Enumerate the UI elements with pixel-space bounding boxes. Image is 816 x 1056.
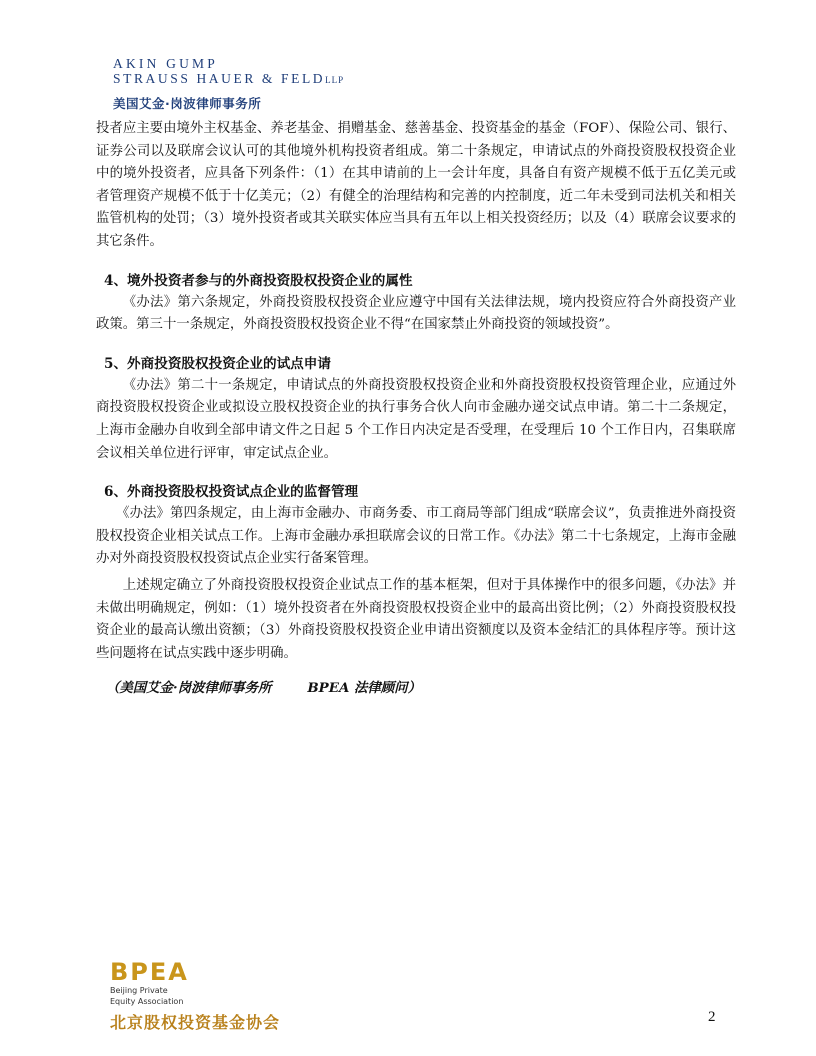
bpea-mark: BPEA: [110, 958, 189, 986]
bpea-subtitle-1: Beijing Private: [110, 986, 168, 995]
akin-gump-logo: [113, 56, 473, 112]
section-6-paragraph: 《办法》第四条规定，由上海市金融办、市商务委、市工商局等部门组成“联席会议”，负责推进外商投资股权投资企业相关试点工作。上海市金融办承担联席会议的日常工作。《办法》第二十七条规定，上海市金融办对外商投资股权投资试点企业实行备案管理。: [96, 506, 736, 567]
logo-chinese-name: 美国艾金·岗波律师事务所: [113, 96, 262, 111]
section-4-heading: 4、境外投资者参与的外商投资股权投资企业的属性: [104, 272, 413, 289]
bpea-chinese-name: 北京股权投资基金协会: [110, 1013, 281, 1032]
logo-llp: LLP: [325, 75, 345, 85]
document-body: [96, 118, 736, 699]
signature-role: BPEA 法律顾问）: [307, 680, 421, 697]
signature-line: [96, 677, 736, 699]
bpea-subtitle-2: Equity Association: [110, 997, 184, 1006]
bpea-logo: [110, 960, 350, 1033]
section-5-paragraph: 《办法》第二十一条规定，申请试点的外商投资股权投资企业和外商投资股权投资管理企业，应通过外商投资股权投资企业或拟设立股权投资企业的执行事务合伙人向市金融办递交试点申请。第二十二条规定，上海市金融办自收到全部申请文件之日起 5 个工作日内决定是否受理，在受理后 10 个工作日内，召集联席会议相关单位进行评审，审定试点企业。: [96, 377, 736, 461]
section-6-heading: 6、外商投资股权投资试点企业的监督管理: [104, 484, 359, 501]
paragraph-investor-requirements: 投者应主要由境外主权基金、养老基金、捐赠基金、慈善基金、投资基金的基金（FOF）、保险公司、银行、证券公司以及联席会议认可的其他境外机构投资者组成。第二十条规定，申请试点的外商投资股权投资企业中的境外投资者，应具备下列条件：（1）在其申请前的上一会计年度，具备自有资产规模不低于五亿美元或者管理资产规模不低于十亿美元；（2）有健全的治理结构和完善的内控制度，近二年未受到司法机关和相关监管机构的处罚；（3）境外投资者或其关联实体应当具有五年以上相关投资经历；以及（4）联席会议要求的其它条件。: [96, 121, 736, 249]
logo-line-akin-gump: AKIN GUMP: [113, 56, 218, 71]
signature-firm: （美国艾金·岗波律师事务所: [106, 680, 272, 697]
section-4-paragraph: 《办法》第六条规定，外商投资股权投资企业应遵守中国有关法律法规，境内投资应符合外商投资产业政策。第三十一条规定，外商投资股权投资企业不得“在国家禁止外商投资的领域投资”。: [96, 294, 736, 333]
logo-strauss-text: STRAUSS HAUER & FELD: [113, 71, 326, 86]
section-5-heading: 5、外商投资股权投资企业的试点申请: [104, 355, 331, 372]
logo-line-strauss: [113, 71, 473, 88]
page-number: 2: [708, 1009, 716, 1025]
conclusion-paragraph: 上述规定确立了外商投资股权投资企业试点工作的基本框架，但对于具体操作中的很多问题，《办法》并未做出明确规定，例如：（1）境外投资者在外商投资股权投资企业中的最高出资比例；（2）外商投资股权投资企业的最高认缴出资额；（3）外商投资股权投资企业申请出资额度以及资本金结汇的具体程序等。预计这些问题将在试点实践中逐步明确。: [96, 577, 736, 661]
